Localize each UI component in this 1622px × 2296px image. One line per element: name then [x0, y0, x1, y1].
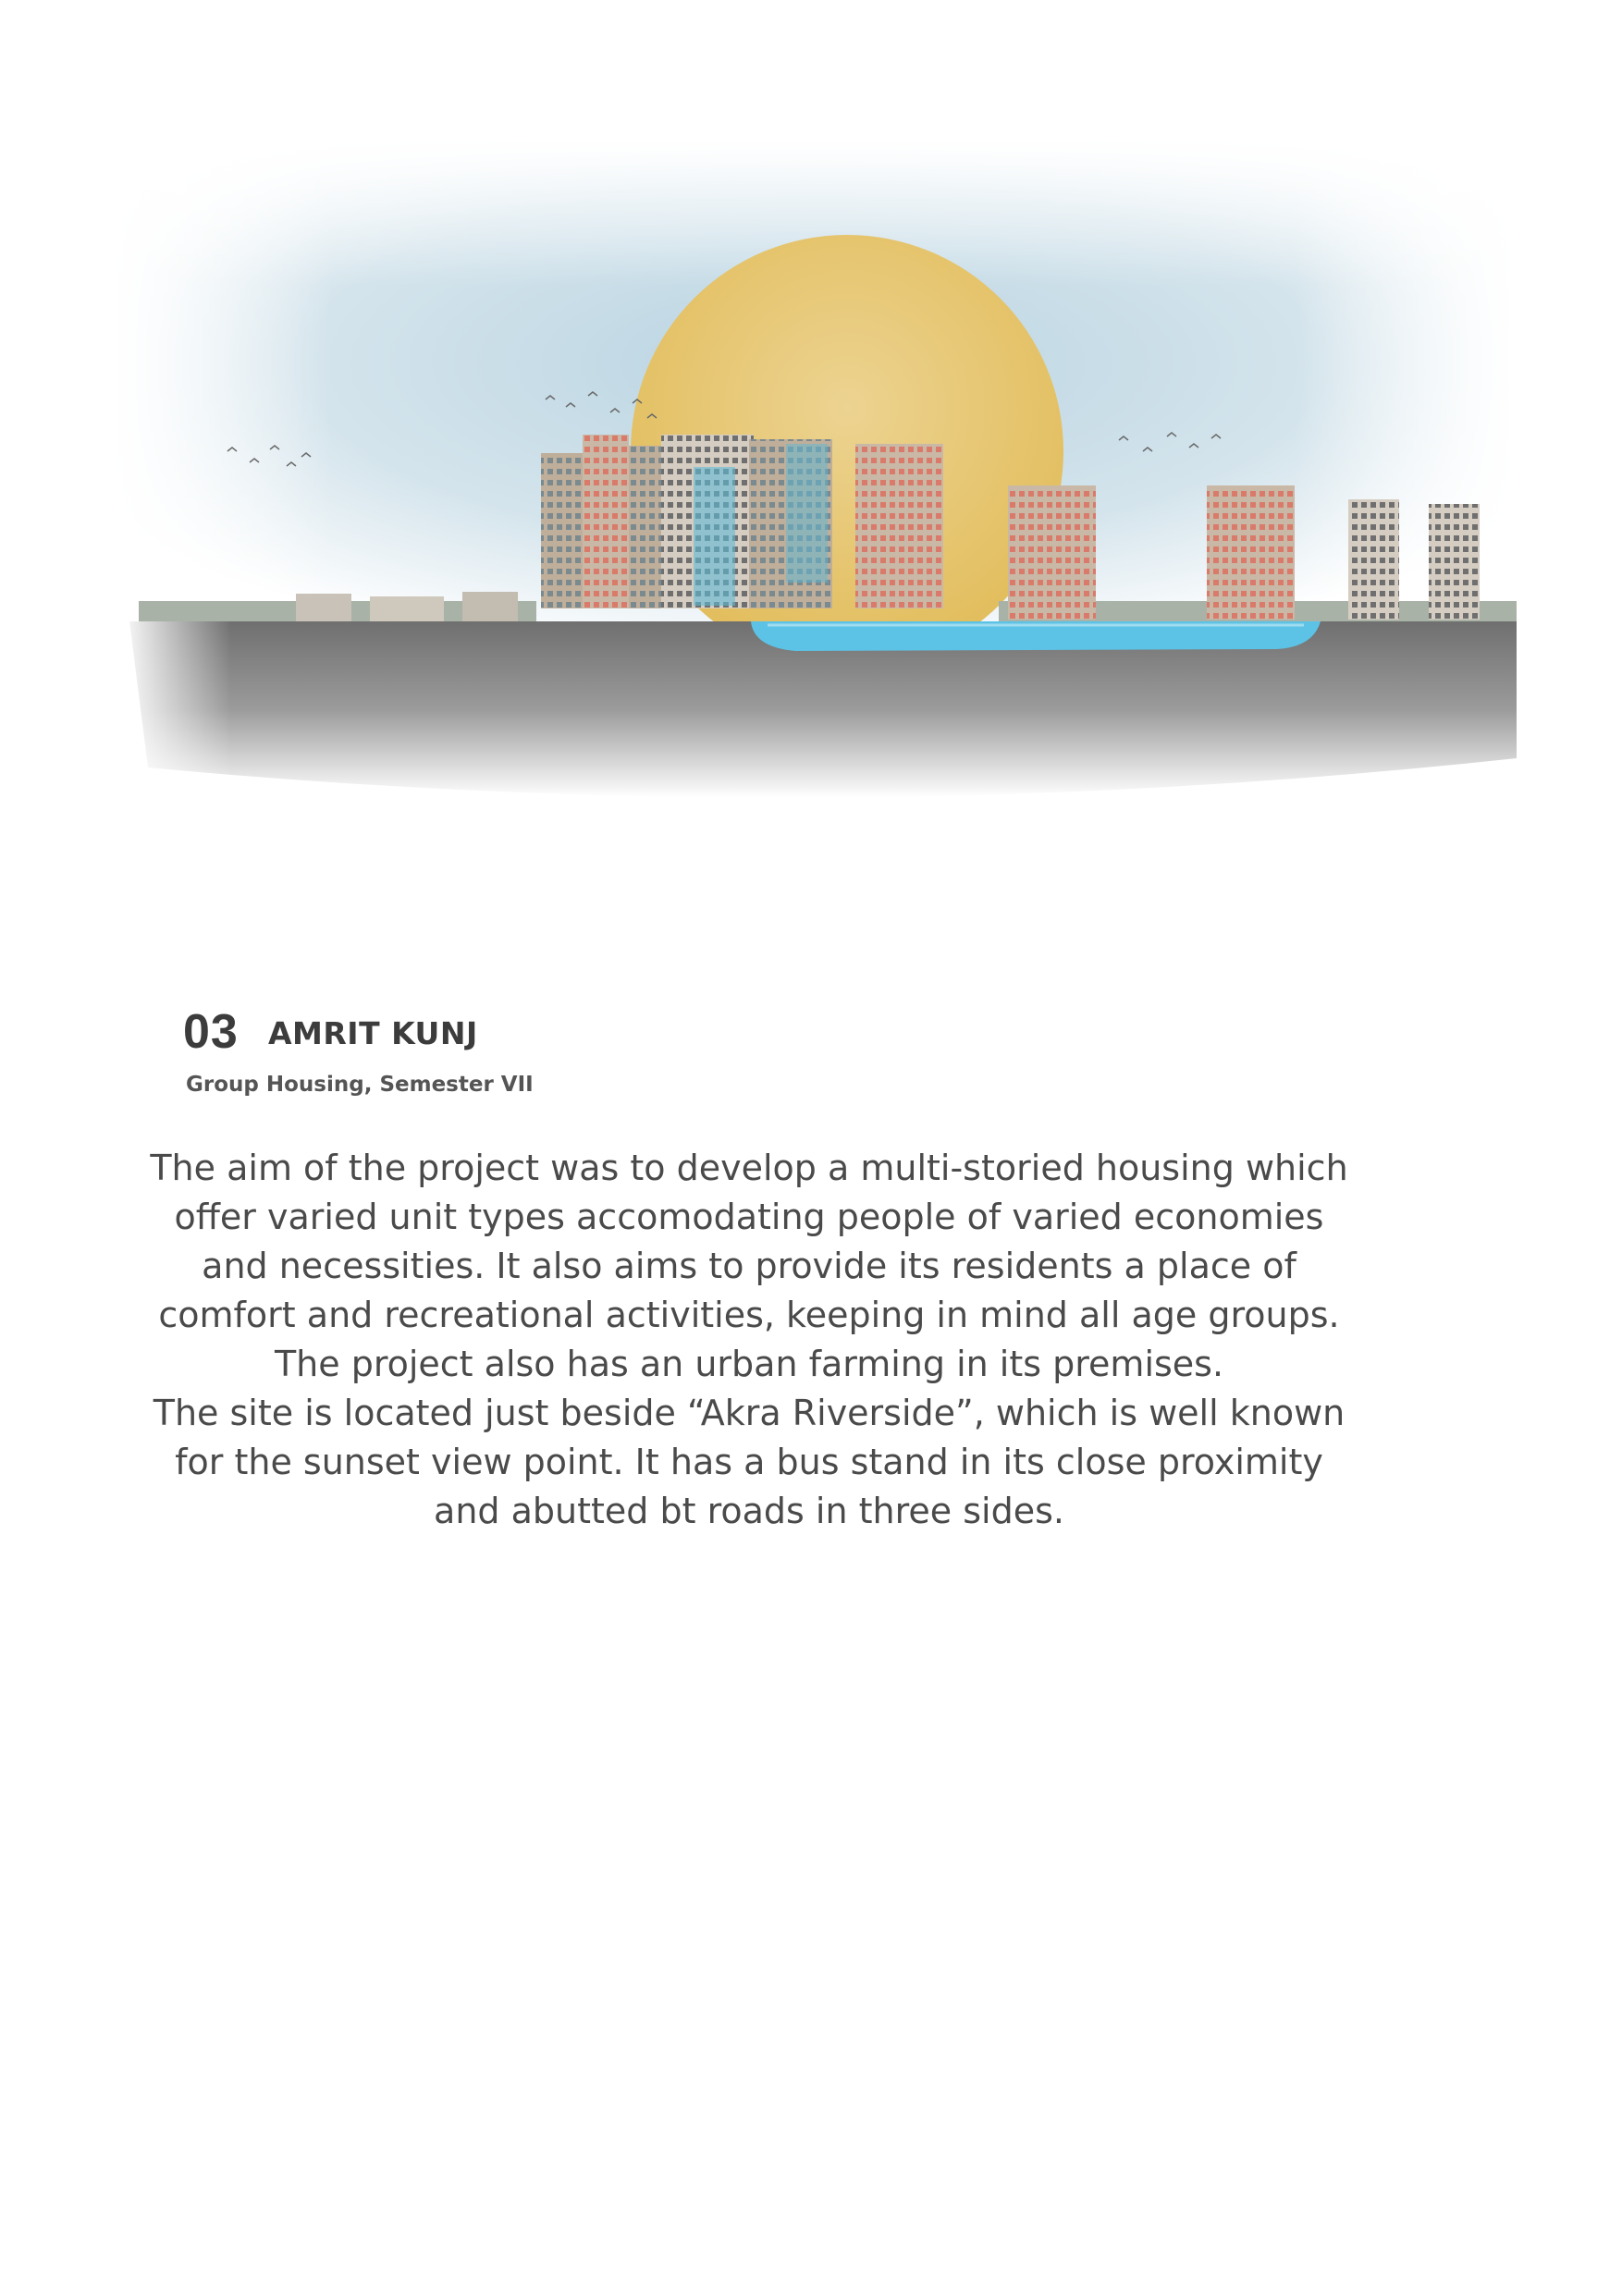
- tower-cluster-main: [541, 435, 943, 608]
- site-elevation-illustration: [0, 0, 1622, 869]
- project-title: AMRIT KUNJ: [268, 1015, 478, 1051]
- description-paragraph-1: The aim of the project was to develop a multi-storied housing which offer varied unit types accomodating people of varied economies and necessities. It also aims to provide its residents a place of comfort and recreational activities, keeping in mind all age groups. The project also has an urban farming in its premises.: [150, 1148, 1348, 1384]
- project-subtitle: Group Housing, Semester VII: [186, 1073, 534, 1097]
- project-description: [148, 1144, 1350, 1536]
- description-paragraph-2: The site is located just beside “Akra Riverside”, which is well known for the sunset view point. It has a bus stand in its close proximity and abutted bt roads in three sides.: [153, 1393, 1346, 1531]
- project-number: 03: [183, 1005, 239, 1059]
